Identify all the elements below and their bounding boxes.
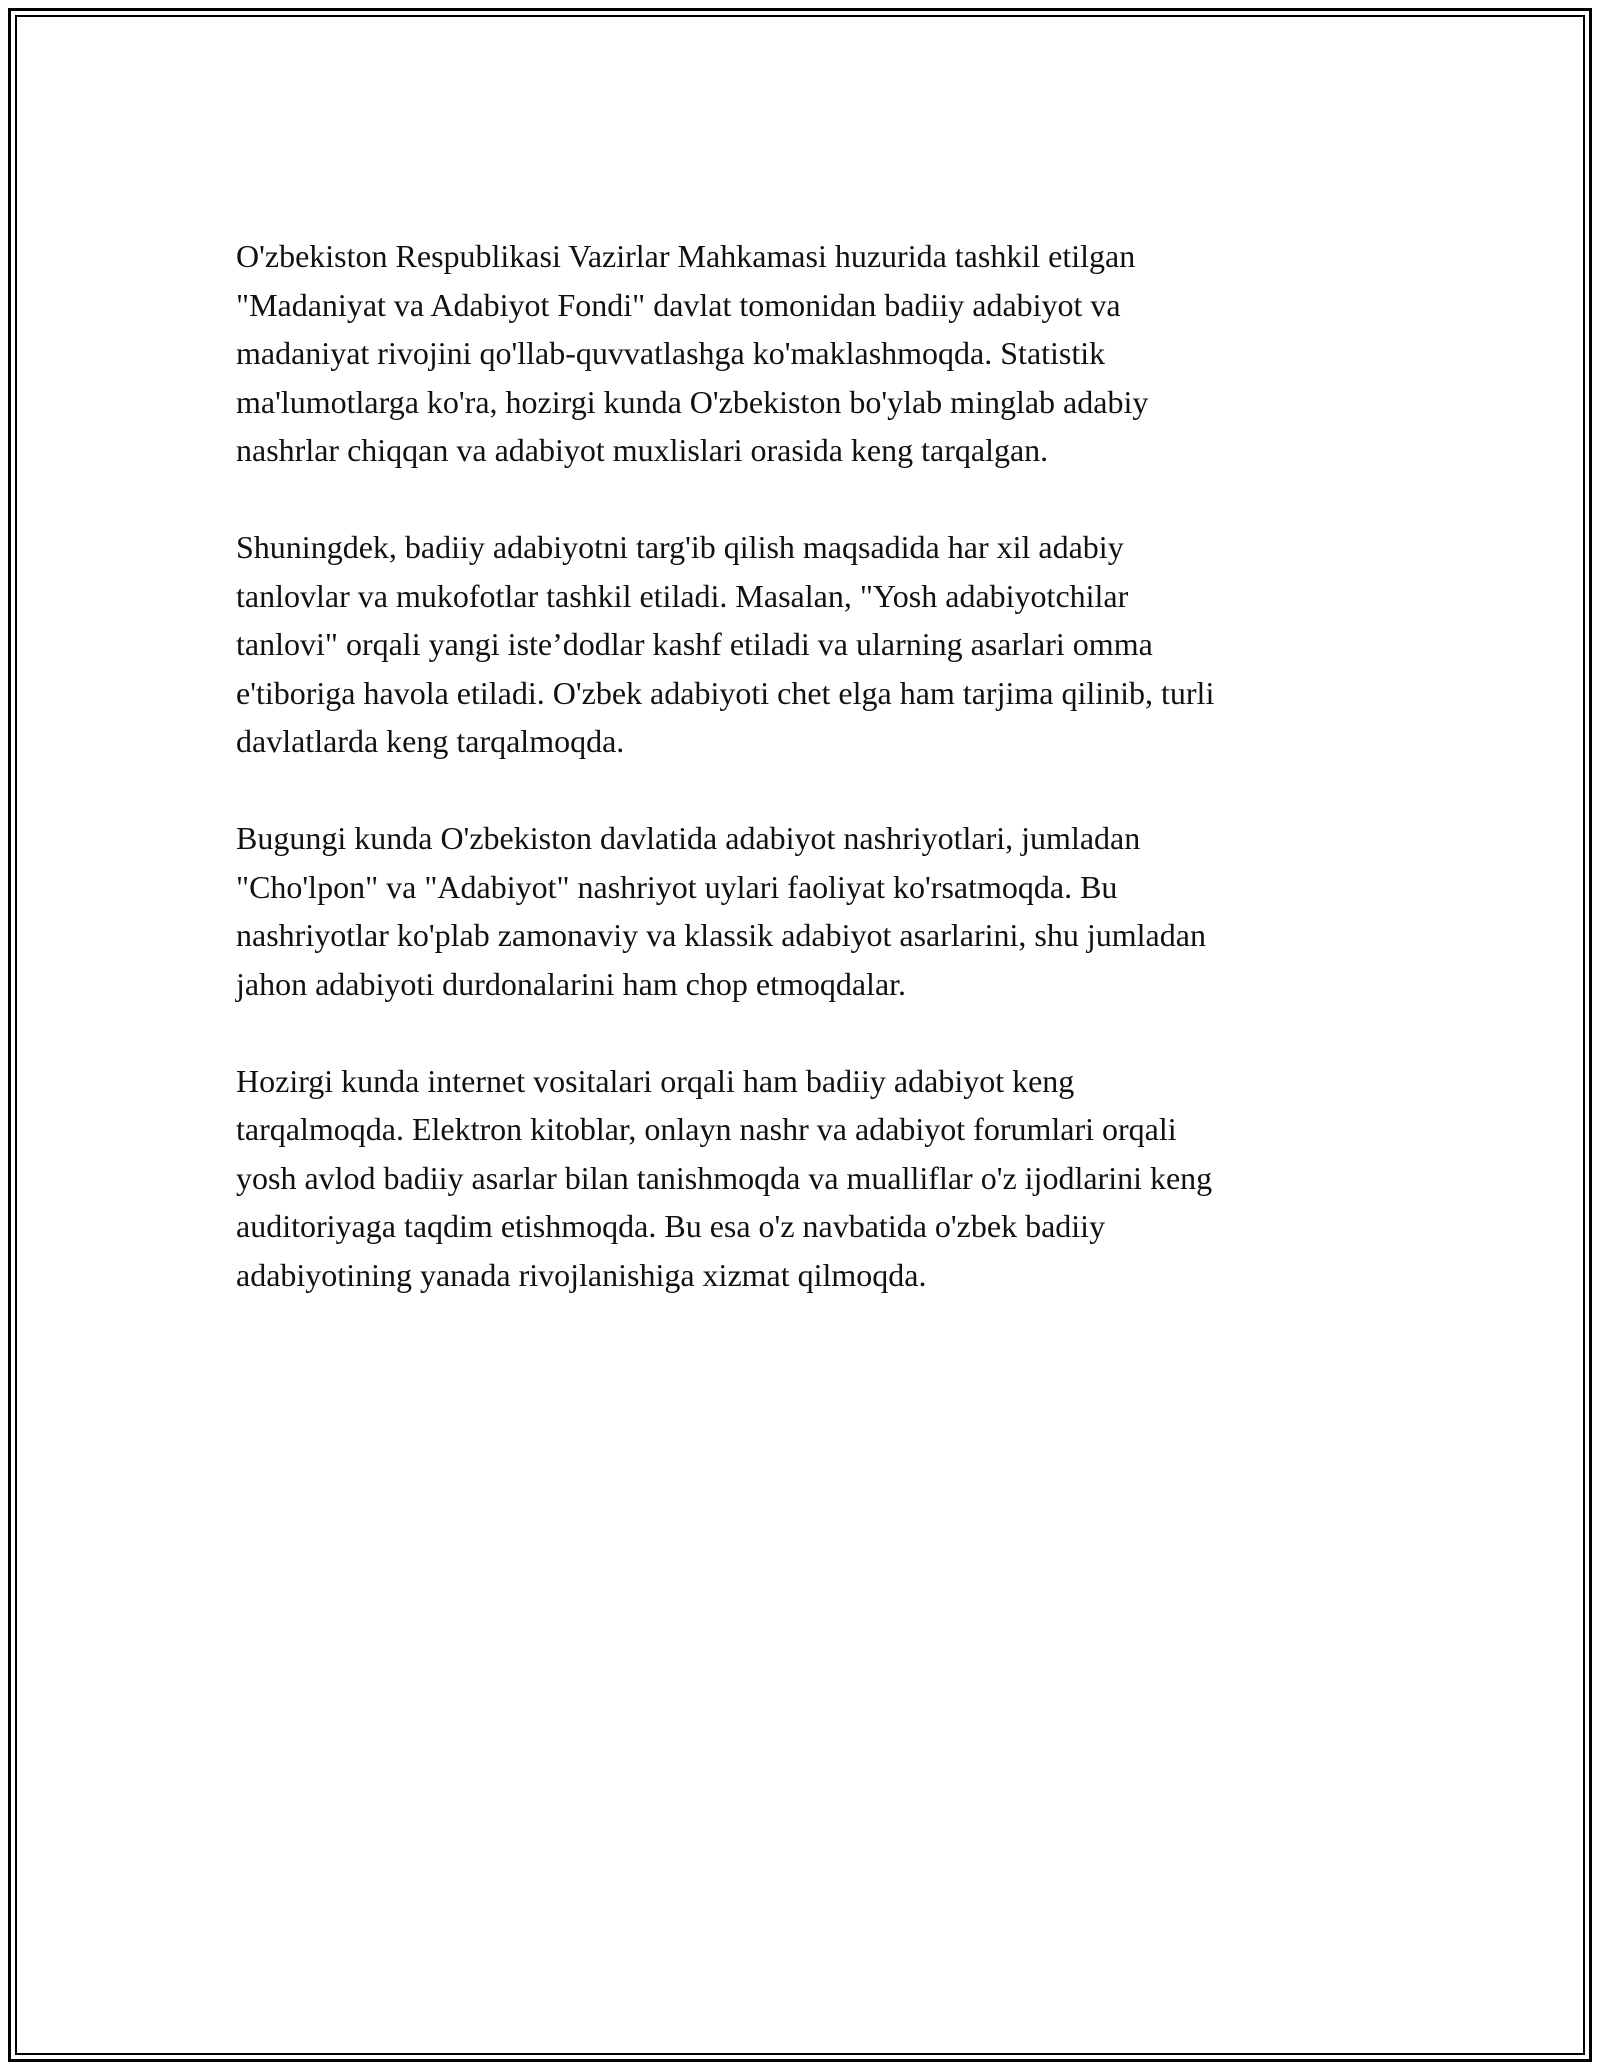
text-line: "Cho'lpon" va "Adabiyot" nashriyot uylari faoliyat ko'rsatmoqda. Bu xyxy=(236,868,1118,905)
paragraph-2 xyxy=(236,523,1366,766)
text-line: tanlovlar va mukofotlar tashkil etiladi. Masalan, "Yosh adabiyotchilar xyxy=(236,577,1129,614)
text-line: adabiyotining yanada rivojlanishiga xizmat qilmoqda. xyxy=(236,1256,927,1293)
document-body xyxy=(236,232,1366,1348)
text-line: tarqalmoqda. Elektron kitoblar, onlayn nashr va adabiyot forumlari orqali xyxy=(236,1111,1177,1147)
paragraph-3 xyxy=(236,814,1366,1008)
paragraph-1 xyxy=(236,232,1366,475)
text-line: nashrlar chiqqan va adabiyot muxlislari orasida keng tarqalgan. xyxy=(236,432,1049,468)
text-line: ma'lumotlarga ko'ra, hozirgi kunda O'zbekiston bo'ylab minglab adabiy xyxy=(236,383,1149,420)
paragraph-4 xyxy=(236,1057,1366,1300)
text-line: davlatlarda keng tarqalmoqda. xyxy=(236,723,625,759)
text-line: jahon adabiyoti durdonalarini ham chop etmoqdalar. xyxy=(236,965,907,1002)
text-line: Shuningdek, badiiy adabiyotni targ'ib qilish maqsadida har xil adabiy xyxy=(236,529,1124,565)
text-line: Hozirgi kunda internet vositalari orqali ham badiiy adabiyot keng xyxy=(236,1062,1075,1099)
text-line: e'tiboriga havola etiladi. O'zbek adabiyoti chet elga ham tarjima qilinib, turli xyxy=(236,674,1215,711)
text-line: auditoriyaga taqdim etishmoqda. Bu esa o'z navbatida o'zbek badiiy xyxy=(236,1208,1106,1244)
text-line: "Madaniyat va Adabiyot Fondi" davlat tomonidan badiiy adabiyot va xyxy=(236,286,1121,323)
text-line: tanlovi" orqali yangi iste’dodlar kashf etiladi va ularning asarlari omma xyxy=(236,626,1153,662)
text-line: nashriyotlar ko'plab zamonaviy va klassik adabiyot asarlarini, shu jumladan xyxy=(236,917,1206,953)
text-line: O'zbekiston Respublikasi Vazirlar Mahkamasi huzurida tashkil etilgan xyxy=(236,238,1136,274)
text-line: madaniyat rivojini qo'llab-quvvatlashga ko'maklashmoqda. Statistik xyxy=(236,335,1106,371)
text-line: Bugungi kunda O'zbekiston davlatida adabiyot nashriyotlari, jumladan xyxy=(236,820,1141,856)
text-line: yosh avlod badiiy asarlar bilan tanishmoqda va mualliflar o'z ijodlarini keng xyxy=(236,1159,1213,1196)
